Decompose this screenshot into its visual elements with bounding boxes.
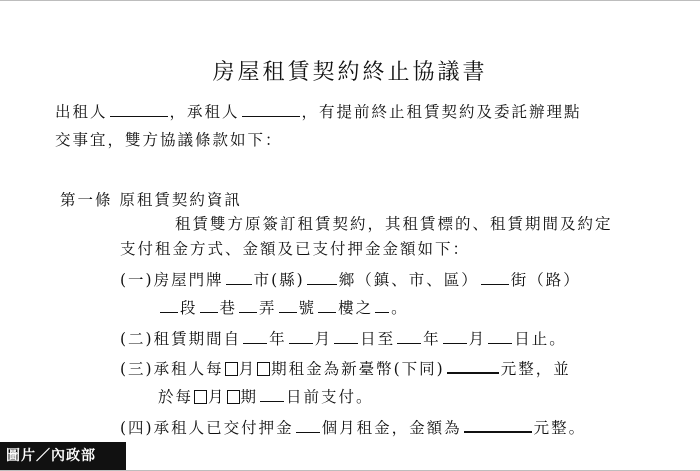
article-1-heading: 第一條 原租賃契約資訊 [60,191,242,209]
alley-label: 弄 [259,299,277,317]
deposit-amount-blank [464,417,532,433]
period-checkbox[interactable] [257,362,270,376]
township-label: 鄉（鎮、市、區） [338,271,479,289]
start-day-label: 日至 [360,330,396,348]
deposit-months-label: 個月租金，金額為 [321,419,462,437]
lessee-blank [242,102,300,117]
lane-label: 巷 [219,299,238,317]
intro-line-2: 交事宜，雙方協議條款如下： [55,131,283,149]
lessor-label: 出租人 [55,103,108,121]
item-3-line-2 [158,385,374,407]
city-label: 市(縣) [253,271,305,289]
street-blank [481,270,509,285]
item-2-line [120,327,567,349]
start-month-label: 月 [314,330,333,348]
item-1-line-1 [120,268,581,290]
end-day-label: 日止。 [514,330,567,348]
start-month-blank [289,329,313,344]
township-blank [307,270,337,285]
floor-blank [318,298,336,313]
item-1-end: 。 [391,299,409,317]
start-year-label: 年 [269,330,287,348]
article-1-para-line-2: 支付租金方式、金額及已支付押金金額如下： [120,240,471,258]
section-blank [160,298,178,313]
pay-period-checkbox[interactable] [227,390,240,404]
item-2-prefix: (二)租賃期間自 [120,330,242,348]
pay-month-checkbox[interactable] [194,390,207,404]
pay-each-label: 於每 [158,388,194,406]
intro-rest: ，有提前終止租賃契約及委託辦理點 [301,103,582,121]
rent-amount-end: 元整，並 [500,360,571,378]
number-label: 號 [298,299,317,317]
item-1-line-2 [158,296,409,318]
alley-blank [239,298,257,313]
pay-month-label: 月 [208,388,226,406]
deposit-months-blank [296,418,320,433]
number-blank [279,298,297,313]
city-blank [226,270,252,285]
item-3-prefix: (三)承租人每 [120,360,224,378]
end-month-label: 月 [468,330,487,348]
end-year-label: 年 [423,330,441,348]
end-month-blank [443,329,467,344]
article-1-para-line-1: 租賃雙方原簽訂租賃契約，其租賃標的、租賃期間及約定 [175,215,613,233]
month-checkbox[interactable] [225,362,238,376]
deposit-amount-end: 元整。 [533,419,587,437]
item-4-prefix: (四)承租人已交付押金 [120,419,294,437]
section-label: 段 [180,299,198,317]
lessor-blank [110,102,168,117]
pay-period-label: 期 [240,388,259,406]
lane-blank [200,298,218,313]
pay-day-end: 日前支付。 [286,388,374,406]
period-option-label: 期租金為新臺幣(下同) [271,360,445,378]
end-year-blank [397,329,421,344]
top-border [0,0,700,1]
end-day-blank [488,329,512,344]
floor-sub-blank [375,298,389,313]
intro-line-1 [55,100,582,122]
item-3-line-1 [120,357,571,379]
start-day-blank [334,329,358,344]
rent-amount-blank [447,358,499,374]
start-year-blank [243,329,267,344]
image-credit-label: 圖片／內政部 [0,442,126,471]
floor-label: 樓之 [338,299,374,317]
item-1-prefix: (一)房屋門牌 [120,271,224,289]
document-title: 房屋租賃契約終止協議書 [212,60,488,85]
street-label: 街（路） [510,271,581,289]
item-4-line [120,416,586,438]
month-option-label: 月 [238,360,257,378]
pay-day-blank [260,387,284,402]
lessee-label: ，承租人 [169,103,240,121]
